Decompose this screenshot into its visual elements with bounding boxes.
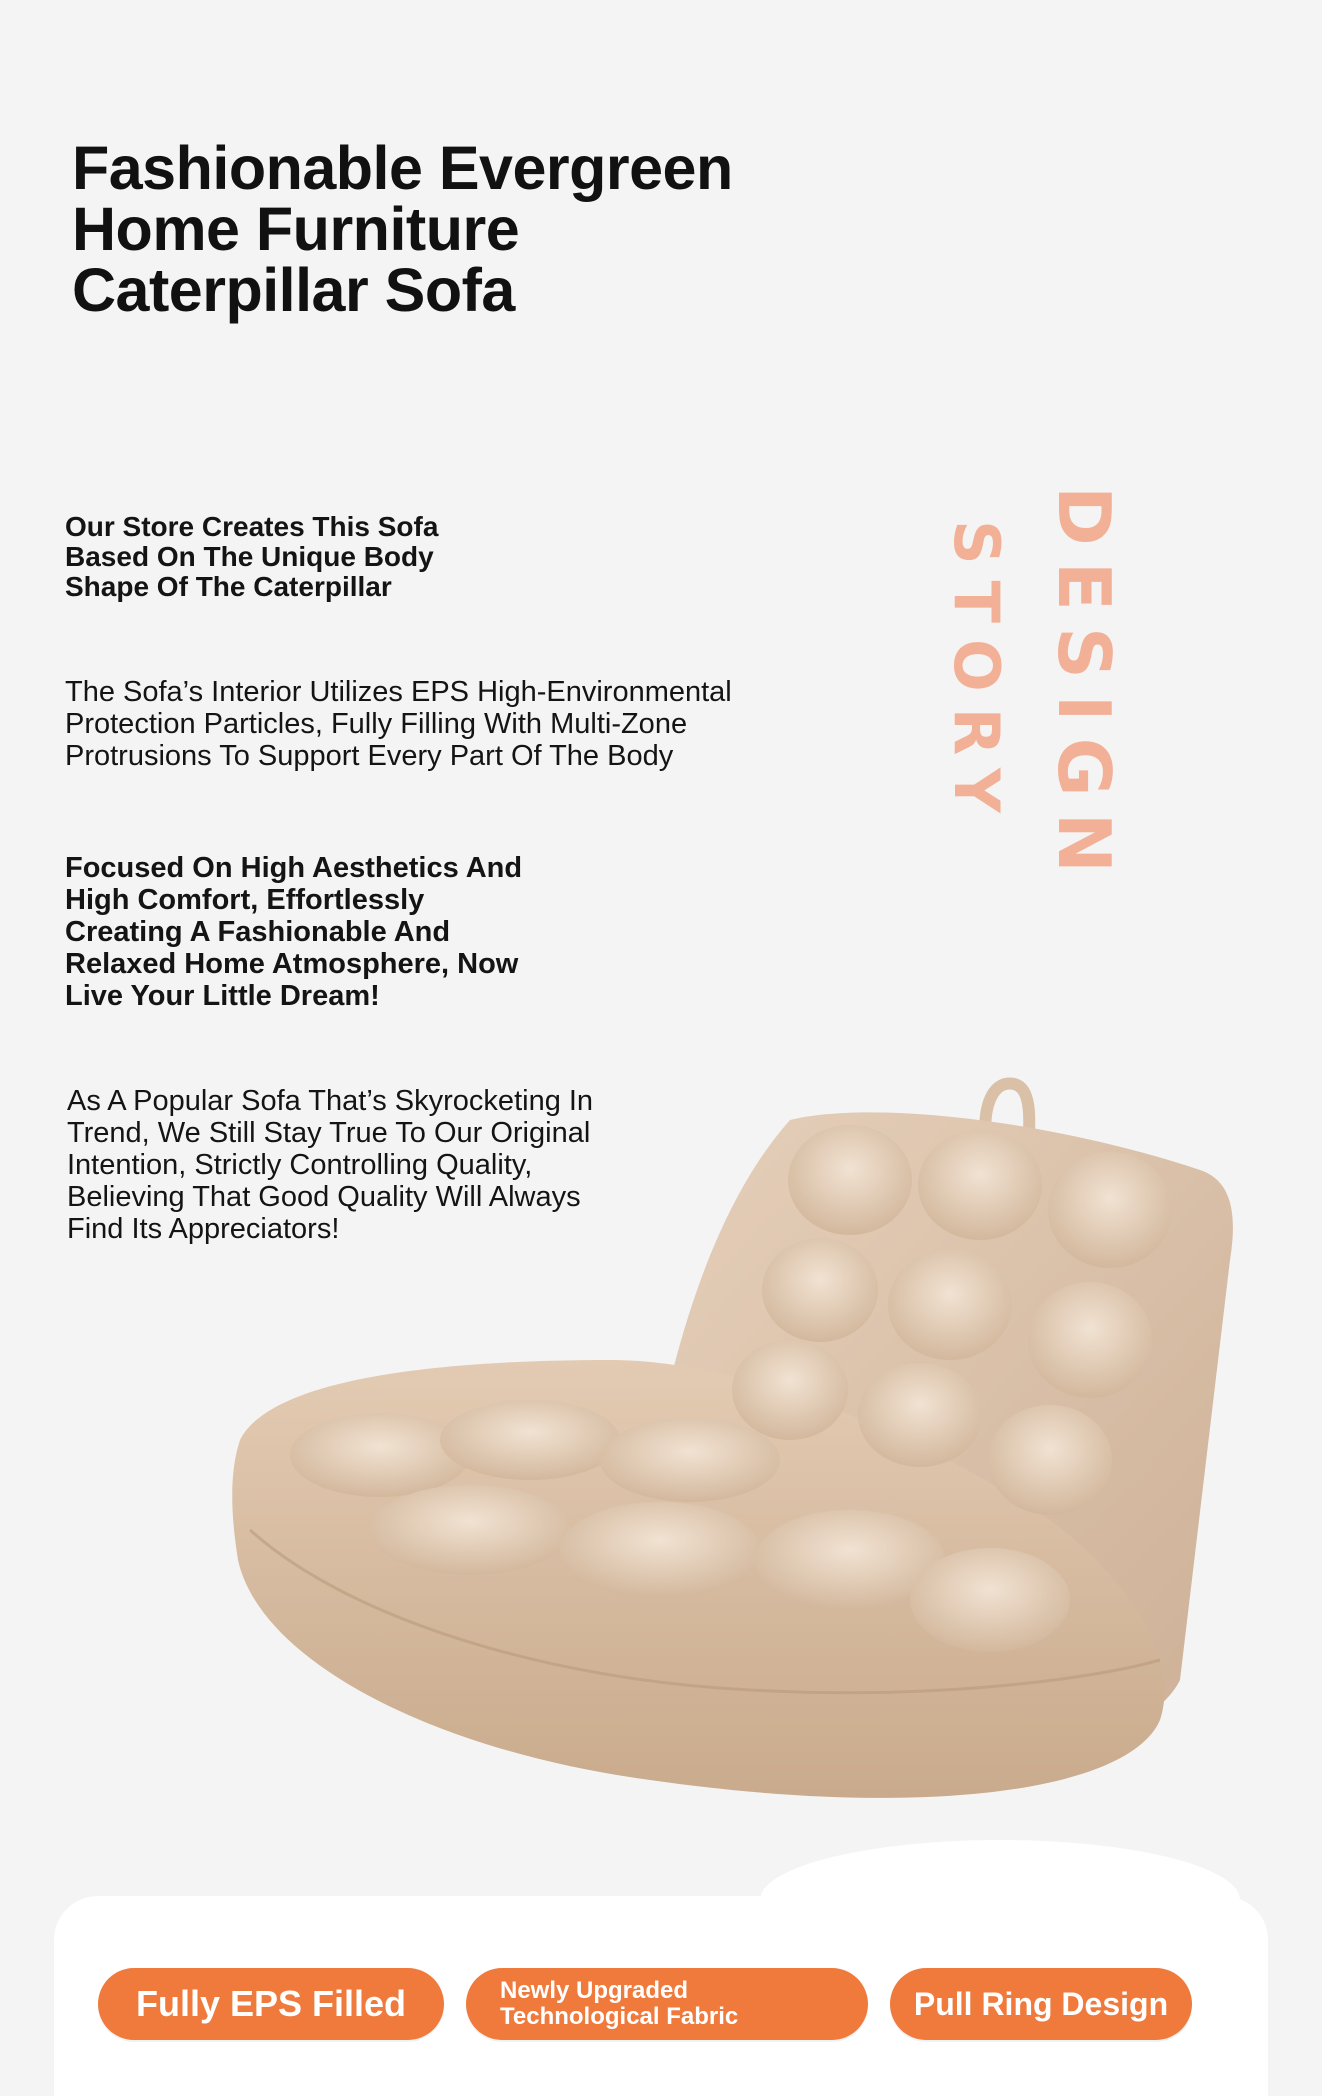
aesthetics-line: High Comfort, Effortlessly: [65, 884, 425, 916]
quality-line: Intention, Strictly Controlling Quality,: [67, 1149, 533, 1181]
aesthetics-line: Relaxed Home Atmosphere, Now: [65, 948, 519, 980]
interior-line: The Sofa’s Interior Utilizes EPS High-Environmental: [65, 676, 732, 708]
feature-label-line1: Newly Upgraded: [500, 1977, 689, 2004]
interior-line: Protection Particles, Fully Filling With Multi-Zone: [65, 708, 688, 740]
quality-line: As A Popular Sofa That’s Skyrocketing In: [67, 1085, 594, 1117]
quality-line: Believing That Good Quality Will Always: [67, 1181, 581, 1213]
sofa-image: [230, 1060, 1260, 1820]
interior-line: Protrusions To Support Every Part Of The Body: [65, 740, 674, 772]
feature-pill-eps: [98, 1968, 444, 2040]
title-line-2: Home Furniture: [72, 195, 520, 263]
aesthetics-line: Focused On High Aesthetics And: [65, 852, 523, 884]
feature-label: Pull Ring Design: [913, 1985, 1169, 2022]
feature-pill-pull-ring: [890, 1968, 1192, 2040]
feature-label-line2: Technological Fabric: [500, 2003, 739, 2030]
page-title: [72, 134, 772, 324]
feature-label: Fully EPS Filled: [135, 1983, 407, 2024]
aesthetics-paragraph: [65, 852, 565, 1012]
aesthetics-line: Creating A Fashionable And: [65, 916, 451, 948]
intro-line: Shape Of The Caterpillar: [65, 571, 392, 602]
title-line-3: Caterpillar Sofa: [72, 256, 515, 324]
intro-line: Our Store Creates This Sofa: [65, 511, 439, 542]
interior-paragraph: [65, 676, 785, 772]
design-vertical-text: DESIGN: [1042, 486, 1126, 889]
story-vertical-text: STORY: [940, 520, 1013, 829]
title-line-1: Fashionable Evergreen: [72, 134, 733, 202]
quality-line: Find Its Appreciators!: [67, 1213, 340, 1245]
quality-line: Trend, We Still Stay True To Our Original: [67, 1117, 591, 1149]
intro-line: Based On The Unique Body: [65, 541, 434, 572]
aesthetics-line: Live Your Little Dream!: [65, 980, 380, 1012]
intro-paragraph: [65, 512, 485, 602]
feature-pill-fabric: [466, 1968, 868, 2040]
